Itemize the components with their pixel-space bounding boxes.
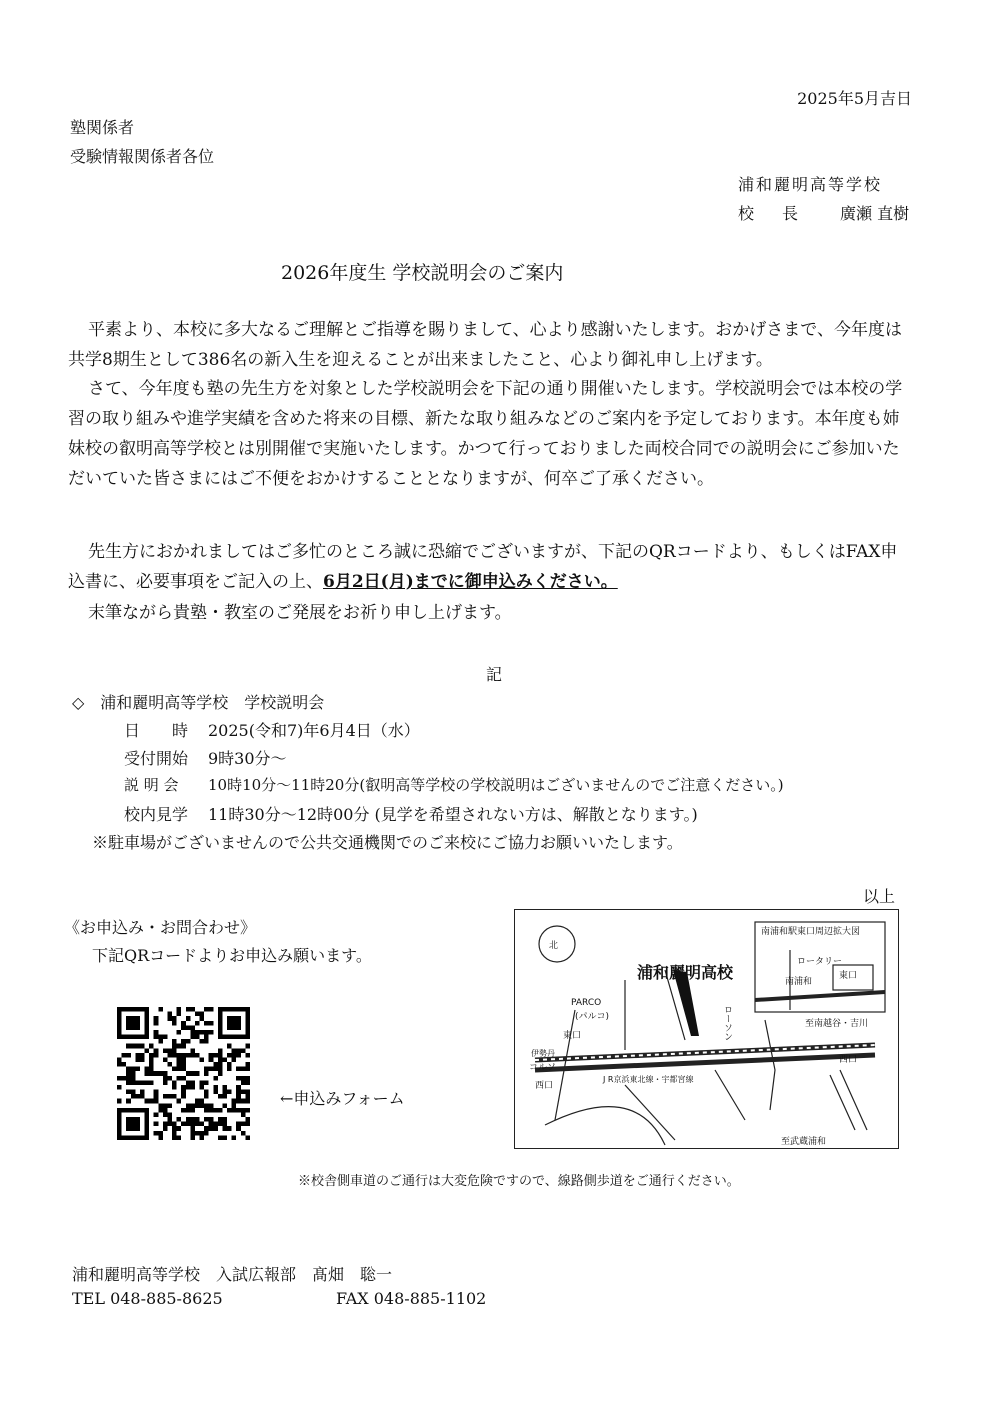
map-label-jr-line: J R京浜東北線・宇都宮線 [603,1075,694,1084]
sender-title: 校 長 [738,204,805,223]
recipient-line-1: 塾関係者 [70,118,135,137]
map-label-lawson: ローソン [722,1005,732,1041]
map-school-label: 浦和麗明高校 [637,963,734,982]
ki-label: 記 [486,665,503,684]
map-inset-title: 南浦和駅東口周辺拡大図 [761,927,861,937]
parking-note: ※駐車場がございませんので公共交通機関でのご来校にご協力お願いいたします。 [92,833,683,852]
detail-label: 説 明 会 [124,776,179,794]
detail-row-date [124,718,420,741]
sender-name: 廣瀬 直樹 [840,204,910,223]
paragraph-3 [68,537,914,597]
map-label-west-exit: 西口 [535,1081,554,1091]
application-heading: 《お申込み・お問合わせ》 [64,918,257,937]
map-label-to-musashi-urawa: 至武蔵浦和 [781,1137,827,1147]
detail-value: 9時30分～ [208,749,287,768]
recipient-line-2: 受験情報関係者各位 [70,147,215,166]
map-label-inset-east: 東口 [839,971,858,981]
map-north-label: 北 [549,941,559,951]
ijo-label: 以上 [863,887,896,906]
detail-label: 校内見学 [124,805,189,824]
paragraph-4: 末筆ながら貴塾・教室のご発展をお祈り申し上げます。 [88,603,512,623]
detail-row-session [124,774,784,795]
paragraph-2: さて、今年度も塾の先生方を対象とした学校説明会を下記の通り開催いたします。学校説明会では本校の学習の取り組みや進学実績を含めた将来の目標、新たな取り組みなどのご案内を予定しております。本年度も姉妹校の叡明高等学校とは別開催で実施いたします。かつて行っておりました両校合同での説明会にご参加いただいていた皆さまにはご不便をおかけすることとなりますが、何卒ご了承ください。 [68,379,903,489]
map-label-to-koshigaya: 至南越谷・吉川 [805,1019,869,1029]
access-map [514,909,899,1149]
map-label-corso: コルソ [529,1063,557,1073]
event-heading: ◇ 浦和麗明高等学校 学校説明会 [72,693,325,712]
map-label-minami-urawa: 南浦和 [785,977,813,987]
detail-value: 11時30分～12時00分 (見学を希望されない方は、解散となります。) [208,805,698,824]
contact-line: 浦和麗明高等学校 入試広報部 髙畑 聡一 [72,1265,393,1284]
contact-fax: FAX 048-885-1102 [336,1289,487,1308]
map-label-isetan: 伊勢丹 [531,1049,555,1058]
page-title: 2026年度生 学校説明会のご案内 [281,262,564,284]
paragraph-1: 平素より、本校に多大なるご理解とご指導を賜りまして、心より感謝いたします。おかげさまで、今年度は共学8期生として386名の新入生を迎えることが出来ましたこと、心より御礼申し上げます。 [68,320,902,370]
map-label-parco: PARCO [571,998,602,1008]
document-date: 2025年5月吉日 [797,89,912,108]
application-deadline: 6月2日(月)までに御申込みください。 [323,572,618,592]
qr-code[interactable] [117,1007,250,1140]
detail-row-tour [124,802,698,825]
application-form-label[interactable]: ←申込みフォーム [280,1089,405,1108]
detail-row-reception [124,746,287,769]
map-label-rotary: ロータリー [797,957,843,967]
map-label-east-exit: 東口 [563,1031,582,1041]
detail-value: 2025(令和7)年6月4日（水） [208,721,420,740]
contact-tel: TEL 048-885-8625 [72,1289,223,1308]
application-text: 下記QRコードよりお申込み願います。 [92,946,372,965]
map-caption: ※校舎側車道のご通行は大変危険ですので、線路側歩道をご通行ください。 [298,1174,740,1189]
detail-label: 受付開始 [124,749,189,768]
map-label-inset-west: 西口 [839,1055,858,1065]
map-label-parco-kana: (パルコ) [575,1012,610,1022]
paragraph-3-text: 先生方におかれましてはご多忙のところ誠に恐縮でございますが、下記のQRコードより、もしくはFAX申込書に、必要事項をご記入の上、 [68,542,898,592]
detail-label: 日 時 [124,721,189,740]
sender-school: 浦和麗明高等学校 [738,175,883,194]
detail-value: 10時10分～11時20分(叡明高等学校の学校説明はございませんのでご注意ください。) [208,776,784,794]
